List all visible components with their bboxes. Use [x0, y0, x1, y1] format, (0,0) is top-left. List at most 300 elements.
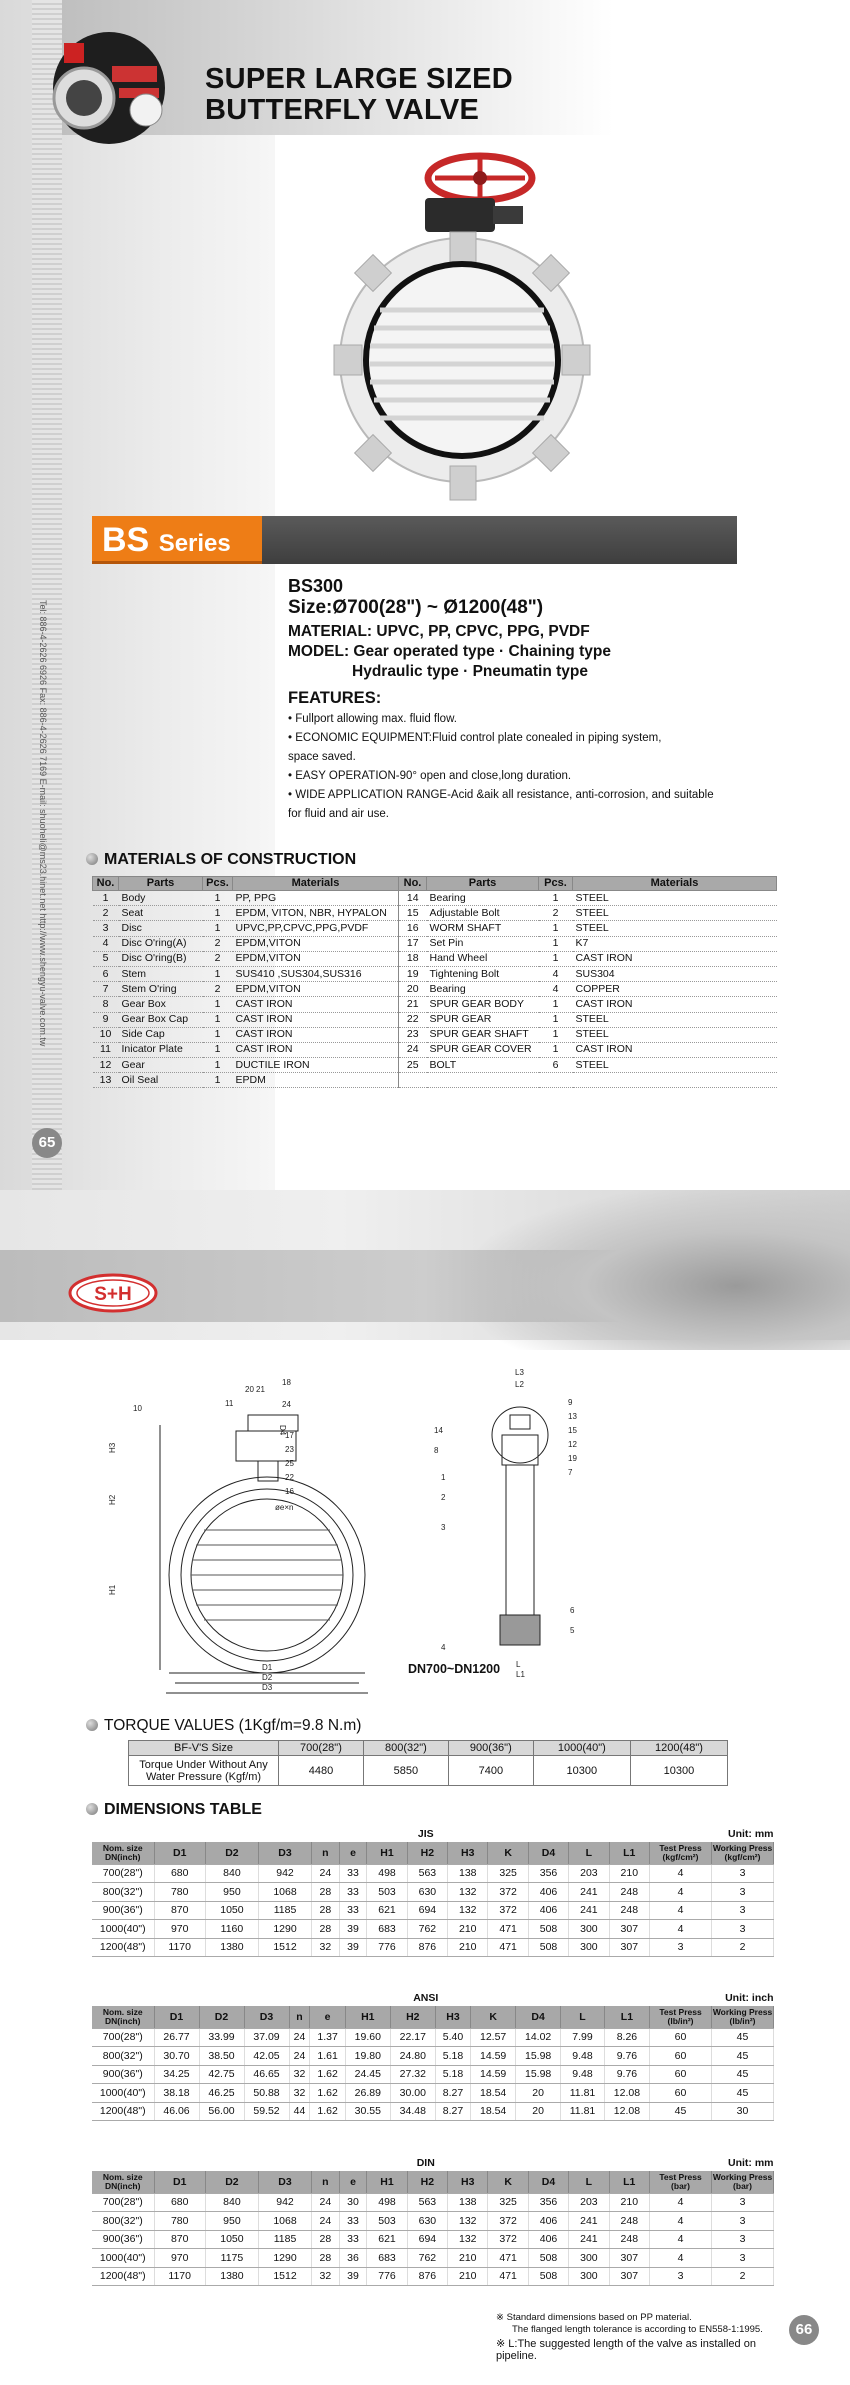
materials-cell: 24 — [399, 1042, 427, 1057]
dim-cell: 563 — [407, 2193, 447, 2212]
dim-cell: 762 — [407, 1920, 447, 1939]
materials-cell: CAST IRON — [573, 951, 777, 966]
materials-cell: EPDM,VITON — [233, 951, 399, 966]
dim-cell: 241 — [569, 1901, 609, 1920]
dim-cell: 248 — [609, 1901, 649, 1920]
dim-cell: 776 — [367, 2267, 407, 2286]
dim-cell: 840 — [205, 2193, 258, 2212]
dim-cell: 2 — [712, 2267, 774, 2286]
dim-cell: 1185 — [258, 2230, 311, 2249]
dim-caption-row — [92, 1990, 774, 2006]
svg-text:14: 14 — [434, 1426, 443, 1435]
contact-info-vertical: Tel: 886-4-2626 6926 Fax: 886-4-2626 7169 E-mail: shuoheli@ms23.hinet.net http://www.shengyu-valve.com.tw — [38, 600, 48, 1047]
materials-cell: 3 — [93, 921, 119, 936]
dim-cell: 307 — [609, 2249, 649, 2268]
dim-cell: 503 — [367, 1883, 407, 1902]
dim-caption-row — [92, 1826, 774, 1842]
materials-row — [93, 982, 777, 997]
dim-cell: 32 — [312, 2267, 340, 2286]
dim-caption-row — [92, 2155, 774, 2171]
dim-header-row — [92, 1842, 774, 1864]
materials-cell: Seat — [119, 906, 203, 921]
page-number: 66 — [789, 2315, 819, 2345]
dim-cell: 406 — [528, 2212, 568, 2231]
dim-column-header: D2 — [199, 2006, 244, 2028]
dim-cell: 33.99 — [199, 2028, 244, 2047]
dim-column-header: H3 — [448, 1842, 488, 1864]
dim-cell: 39 — [339, 1938, 367, 1957]
dim-cell: 1000(40") — [92, 2084, 154, 2103]
dim-cell: 970 — [154, 2249, 205, 2268]
din-dimensions-table — [92, 2155, 774, 2286]
dim-cell: 14.59 — [471, 2065, 516, 2084]
materials-cell: 2 — [203, 936, 233, 951]
svg-text:17: 17 — [285, 1431, 294, 1440]
svg-text:L1: L1 — [516, 1670, 525, 1679]
materials-cell: STEEL — [573, 891, 777, 906]
dim-cell: 28 — [312, 1883, 340, 1902]
dim-row — [92, 1901, 774, 1920]
dim-cell: 700(28") — [92, 1864, 154, 1883]
dim-cell: 683 — [367, 2249, 407, 2268]
dim-cell: 34.25 — [154, 2065, 199, 2084]
materials-cell: 2 — [203, 982, 233, 997]
dim-cell: 1290 — [258, 2249, 311, 2268]
materials-column-header: No. — [93, 877, 119, 891]
dim-cell: 3 — [712, 1864, 774, 1883]
dim-row — [92, 2102, 774, 2121]
dim-cell: 60 — [650, 2028, 712, 2047]
materials-row — [93, 1073, 777, 1088]
dim-cell: 4 — [650, 1901, 712, 1920]
materials-cell: COPPER — [573, 982, 777, 997]
dim-column-header: Nom. size DN(inch) — [92, 1842, 154, 1864]
dim-cell: 1050 — [205, 1901, 258, 1920]
materials-cell: CAST IRON — [233, 1042, 399, 1057]
materials-cell: 10 — [93, 1027, 119, 1042]
svg-text:D3: D3 — [262, 1683, 273, 1692]
dim-cell: 44 — [289, 2102, 310, 2121]
dim-cell: 39 — [339, 2267, 367, 2286]
dim-cell: 406 — [528, 2230, 568, 2249]
dim-column-header: H2 — [390, 2006, 435, 2028]
dim-column-header: K — [471, 2006, 516, 2028]
dim-cell: 60 — [650, 2084, 712, 2103]
materials-cell: STEEL — [573, 1012, 777, 1027]
dim-cell: 28 — [312, 2230, 340, 2249]
dim-row — [92, 2249, 774, 2268]
dim-cell: 508 — [528, 1938, 568, 1957]
dim-cell: 27.32 — [390, 2065, 435, 2084]
dim-cell: 210 — [609, 2193, 649, 2212]
svg-text:20: 20 — [245, 1385, 254, 1394]
svg-text:5: 5 — [570, 1626, 575, 1635]
dim-cell: 138 — [448, 1864, 488, 1883]
dim-cell: 24.80 — [390, 2047, 435, 2066]
dim-cell: 307 — [609, 1938, 649, 1957]
dim-cell: 356 — [528, 1864, 568, 1883]
dim-cell: 406 — [528, 1883, 568, 1902]
dim-cell: 3 — [712, 2230, 774, 2249]
technical-drawings — [108, 1365, 730, 1695]
dim-cell: 37.09 — [244, 2028, 289, 2047]
materials-cell: SUS304 — [573, 966, 777, 981]
dim-column-header: Working Press (bar) — [712, 2171, 774, 2193]
dim-row — [92, 2065, 774, 2084]
materials-cell — [399, 1073, 427, 1088]
materials-cell: CAST IRON — [233, 1012, 399, 1027]
dim-cell: 300 — [569, 1920, 609, 1939]
dim-cell: 780 — [154, 2212, 205, 2231]
dim-cell: 4 — [650, 2230, 712, 2249]
dim-cell: 3 — [712, 1883, 774, 1902]
materials-cell: 1 — [539, 921, 573, 936]
dim-cell: 8.26 — [604, 2028, 649, 2047]
dim-cell: 800(32") — [92, 1883, 154, 1902]
dim-cell: 876 — [407, 1938, 447, 1957]
dim-cell: 942 — [258, 2193, 311, 2212]
materials-cell: 1 — [93, 891, 119, 906]
torque-column-header: 1000(40") — [533, 1741, 630, 1756]
dim-cell: 406 — [528, 1901, 568, 1920]
materials-cell: 8 — [93, 997, 119, 1012]
materials-column-header: Pcs. — [203, 877, 233, 891]
dim-cell: 15.98 — [516, 2065, 561, 2084]
svg-text:D4: D4 — [278, 1425, 287, 1436]
materials-cell: EPDM, VITON, NBR, HYPALON — [233, 906, 399, 921]
materials-row — [93, 1012, 777, 1027]
materials-cell: UPVC,PP,CPVC,PPG,PVDF — [233, 921, 399, 936]
dim-cell: 14.02 — [516, 2028, 561, 2047]
unit-label: Unit: inch — [725, 1992, 774, 2004]
dim-cell: 33 — [339, 2212, 367, 2231]
materials-table — [92, 876, 777, 1088]
materials-cell: SUS410 ,SUS304,SUS316 — [233, 966, 399, 981]
materials-cell: Bearing — [427, 982, 539, 997]
torque-heading: TORQUE VALUES (1Kgf/m=9.8 N.m) — [86, 1716, 361, 1736]
dim-cell: 1175 — [205, 2249, 258, 2268]
materials-cell: BOLT — [427, 1058, 539, 1073]
dim-cell: 3 — [650, 2267, 712, 2286]
dim-column-header: Nom. size DN(inch) — [92, 2171, 154, 2193]
dim-cell: 372 — [488, 1901, 528, 1920]
dim-cell: 203 — [569, 1864, 609, 1883]
standard-label: DIN — [416, 2157, 435, 2169]
dim-column-header: n — [312, 2171, 340, 2193]
dim-cell: 46.25 — [199, 2084, 244, 2103]
dim-cell: 18.54 — [471, 2102, 516, 2121]
dim-cell: 800(32") — [92, 2212, 154, 2231]
dim-cell: 26.77 — [154, 2028, 199, 2047]
dim-column-header: L — [561, 2006, 605, 2028]
dim-cell: 32 — [289, 2065, 310, 2084]
dim-column-header: D1 — [154, 2006, 199, 2028]
dim-cell: 630 — [407, 2212, 447, 2231]
torque-column-header: BF-V'S Size — [129, 1741, 279, 1756]
torque-column-header: 800(32") — [363, 1741, 448, 1756]
dim-cell: 300 — [569, 1938, 609, 1957]
svg-text:7: 7 — [568, 1468, 573, 1477]
dim-cell: 942 — [258, 1864, 311, 1883]
materials-row — [93, 921, 777, 936]
dim-column-header: H1 — [367, 2171, 407, 2193]
dim-column-header: e — [339, 1842, 367, 1864]
dim-cell: 132 — [448, 1901, 488, 1920]
materials-cell: 1 — [203, 1027, 233, 1042]
dim-column-header: D3 — [244, 2006, 289, 2028]
dim-cell: 372 — [488, 2212, 528, 2231]
dim-cell: 621 — [367, 1901, 407, 1920]
sh-logo — [68, 1273, 158, 1313]
materials-cell: Gear Box — [119, 997, 203, 1012]
dim-cell: 30.70 — [154, 2047, 199, 2066]
materials-cell: 4 — [539, 982, 573, 997]
materials-cell: PP, PPG — [233, 891, 399, 906]
dim-cell: 970 — [154, 1920, 205, 1939]
dim-column-header: H1 — [345, 2006, 390, 2028]
dim-cell: 28 — [312, 1920, 340, 1939]
dim-cell: 36 — [339, 2249, 367, 2268]
svg-text:8: 8 — [434, 1446, 439, 1455]
materials-column-header: Parts — [119, 877, 203, 891]
dim-cell: 1200(48") — [92, 1938, 154, 1957]
materials-cell: 1 — [203, 906, 233, 921]
dim-cell: 372 — [488, 2230, 528, 2249]
material-line: MATERIAL: UPVC, PP, CPVC, PPG, PVDF — [288, 623, 590, 640]
svg-text:H1: H1 — [108, 1584, 117, 1595]
dim-cell: 1200(48") — [92, 2267, 154, 2286]
dim-column-header: L — [569, 2171, 609, 2193]
dim-cell: 300 — [569, 2267, 609, 2286]
note-3: ※ L:The suggested length of the valve as installed on pipeline. — [496, 2338, 756, 2362]
features-heading: FEATURES: — [288, 689, 382, 707]
dim-cell: 680 — [154, 1864, 205, 1883]
dim-cell: 45 — [712, 2047, 774, 2066]
series-bar-dark — [262, 516, 737, 564]
dim-cell: 132 — [448, 2230, 488, 2249]
model-line-2: Hydraulic type · Pneumatin type — [352, 663, 588, 680]
dim-cell: 12.08 — [604, 2084, 649, 2103]
dim-cell: 621 — [367, 2230, 407, 2249]
dim-cell: 24 — [312, 1864, 340, 1883]
materials-cell: 1 — [539, 1027, 573, 1042]
materials-cell: Bearing — [427, 891, 539, 906]
dim-column-header: H3 — [435, 2006, 470, 2028]
dim-cell: 38.50 — [199, 2047, 244, 2066]
dim-cell: 1.37 — [310, 2028, 345, 2047]
dim-cell: 210 — [448, 2249, 488, 2268]
dim-cell: 4 — [650, 1920, 712, 1939]
dim-cell: 5.40 — [435, 2028, 470, 2047]
dim-cell: 30.00 — [390, 2084, 435, 2103]
dim-cell: 471 — [488, 1938, 528, 1957]
materials-cell: 1 — [203, 921, 233, 936]
materials-cell: 9 — [93, 1012, 119, 1027]
materials-cell: Stem — [119, 966, 203, 981]
dim-cell: 1170 — [154, 1938, 205, 1957]
dim-column-header: D2 — [205, 1842, 258, 1864]
dim-cell: 900(36") — [92, 2230, 154, 2249]
dim-cell: 3 — [712, 2212, 774, 2231]
materials-row — [93, 906, 777, 921]
dim-column-header: Working Press (lb/in²) — [712, 2006, 774, 2028]
materials-cell: 6 — [539, 1058, 573, 1073]
materials-cell: 5 — [93, 951, 119, 966]
butterfly-valve-image — [330, 150, 600, 505]
dim-cell: 50.88 — [244, 2084, 289, 2103]
standard-label: JIS — [417, 1828, 434, 1840]
dim-column-header: H2 — [407, 2171, 447, 2193]
dim-row — [92, 1883, 774, 1902]
materials-row — [93, 997, 777, 1012]
dim-cell: 22.17 — [390, 2028, 435, 2047]
dim-column-header: D4 — [528, 1842, 568, 1864]
dim-cell: 300 — [569, 2249, 609, 2268]
materials-cell: 19 — [399, 966, 427, 981]
dim-cell: 45 — [650, 2102, 712, 2121]
dim-cell: 33 — [339, 2230, 367, 2249]
materials-cell: 12 — [93, 1058, 119, 1073]
materials-cell: 18 — [399, 951, 427, 966]
materials-cell: DUCTILE IRON — [233, 1058, 399, 1073]
dim-cell: 132 — [448, 1883, 488, 1902]
dim-cell: 1380 — [205, 2267, 258, 2286]
materials-cell: CAST IRON — [233, 997, 399, 1012]
materials-cell: 1 — [203, 1012, 233, 1027]
dim-cell: 248 — [609, 2212, 649, 2231]
dim-cell: 471 — [488, 1920, 528, 1939]
svg-text:13: 13 — [568, 1412, 577, 1421]
dim-column-header: n — [312, 1842, 340, 1864]
dim-cell: 1170 — [154, 2267, 205, 2286]
unit-label: Unit: mm — [728, 1828, 774, 1840]
dim-cell: 9.76 — [604, 2065, 649, 2084]
dim-cell: 42.75 — [199, 2065, 244, 2084]
feature-item: • Fullport allowing max. fluid flow. — [288, 713, 457, 725]
dim-column-header: Test Press (bar) — [650, 2171, 712, 2193]
dim-row — [92, 2028, 774, 2047]
dim-cell: 762 — [407, 2249, 447, 2268]
dim-cell: 20 — [516, 2102, 561, 2121]
materials-cell: 1 — [203, 997, 233, 1012]
dim-cell: 19.80 — [345, 2047, 390, 2066]
dim-cell: 20 — [516, 2084, 561, 2103]
dim-column-header: D4 — [516, 2006, 561, 2028]
drawing-size-label: DN700~DN1200 — [408, 1662, 501, 1676]
svg-text:D2: D2 — [262, 1673, 273, 1682]
materials-cell: 7 — [93, 982, 119, 997]
dim-cell: 248 — [609, 2230, 649, 2249]
dim-cell: 30 — [712, 2102, 774, 2121]
materials-row — [93, 951, 777, 966]
dimensions-heading: DIMENSIONS TABLE — [86, 1800, 262, 1820]
dim-cell: 18.54 — [471, 2084, 516, 2103]
dim-cell: 1050 — [205, 2230, 258, 2249]
materials-body — [93, 891, 777, 1088]
dim-cell: 38.18 — [154, 2084, 199, 2103]
dim-cell: 307 — [609, 2267, 649, 2286]
dim-cell: 210 — [448, 1920, 488, 1939]
svg-text:21: 21 — [256, 1385, 265, 1394]
materials-cell: 17 — [399, 936, 427, 951]
svg-text:19: 19 — [568, 1454, 577, 1463]
materials-row — [93, 966, 777, 981]
dim-cell: 1068 — [258, 2212, 311, 2231]
materials-header-row — [93, 877, 777, 891]
materials-row — [93, 936, 777, 951]
materials-cell — [427, 1073, 539, 1088]
svg-text:L3: L3 — [515, 1368, 524, 1377]
dim-column-header: Working Press (kgf/cm²) — [712, 1842, 774, 1864]
dim-column-header: e — [310, 2006, 345, 2028]
svg-text:L: L — [516, 1660, 521, 1669]
dim-cell: 132 — [448, 2212, 488, 2231]
dim-cell: 683 — [367, 1920, 407, 1939]
materials-cell: Disc — [119, 921, 203, 936]
materials-cell: Stem O'ring — [119, 982, 203, 997]
dim-cell: 3 — [712, 1901, 774, 1920]
materials-cell: 4 — [539, 966, 573, 981]
materials-cell: Hand Wheel — [427, 951, 539, 966]
materials-cell: EPDM — [233, 1073, 399, 1088]
dim-cell: 34.48 — [390, 2102, 435, 2121]
dim-column-header: H2 — [407, 1842, 447, 1864]
torque-value: 10300 — [533, 1756, 630, 1786]
dim-column-header: H1 — [367, 1842, 407, 1864]
materials-cell: WORM SHAFT — [427, 921, 539, 936]
svg-text:D1: D1 — [262, 1663, 273, 1672]
materials-cell: 16 — [399, 921, 427, 936]
materials-cell: Inicator Plate — [119, 1042, 203, 1057]
materials-cell: STEEL — [573, 921, 777, 936]
feature-item: • ECONOMIC EQUIPMENT:Fluid control plate conealed in piping system, space saved. — [288, 732, 662, 763]
dim-cell: 33 — [339, 1864, 367, 1883]
materials-cell: 14 — [399, 891, 427, 906]
torque-value: 5850 — [363, 1756, 448, 1786]
materials-cell: SPUR GEAR BODY — [427, 997, 539, 1012]
dim-cell: 32 — [289, 2084, 310, 2103]
dim-cell: 876 — [407, 2267, 447, 2286]
dim-cell: 210 — [448, 1938, 488, 1957]
dim-cell: 694 — [407, 2230, 447, 2249]
dim-cell: 1.62 — [310, 2102, 345, 2121]
dim-cell: 694 — [407, 1901, 447, 1920]
dim-cell: 60 — [650, 2047, 712, 2066]
materials-row — [93, 1042, 777, 1057]
dim-row — [92, 2212, 774, 2231]
dim-cell: 700(28") — [92, 2028, 154, 2047]
note-2: The flanged length tolerance is according to EN558-1:1995. — [512, 2324, 763, 2335]
materials-cell: SPUR GEAR SHAFT — [427, 1027, 539, 1042]
dim-cell: 870 — [154, 1901, 205, 1920]
dim-cell: 32 — [312, 1938, 340, 1957]
svg-text:3: 3 — [441, 1523, 446, 1532]
torque-row-label: Torque Under Without Any Water Pressure (Kgf/m) — [129, 1756, 279, 1786]
dim-column-header: L1 — [609, 1842, 649, 1864]
dim-cell: 630 — [407, 1883, 447, 1902]
torque-value-row — [129, 1756, 728, 1786]
dim-cell: 46.06 — [154, 2102, 199, 2121]
jis-dimensions-table — [92, 1826, 774, 1957]
dim-row — [92, 1864, 774, 1883]
dim-row — [92, 1938, 774, 1957]
materials-column-header: Pcs. — [539, 877, 573, 891]
dim-cell: 4 — [650, 2249, 712, 2268]
logo-text: S+H — [94, 1284, 132, 1305]
dim-cell: 471 — [488, 2267, 528, 2286]
page-title: SUPER LARGE SIZED BUTTERFLY VALVE — [205, 63, 514, 126]
dim-cell: 3 — [712, 2193, 774, 2212]
